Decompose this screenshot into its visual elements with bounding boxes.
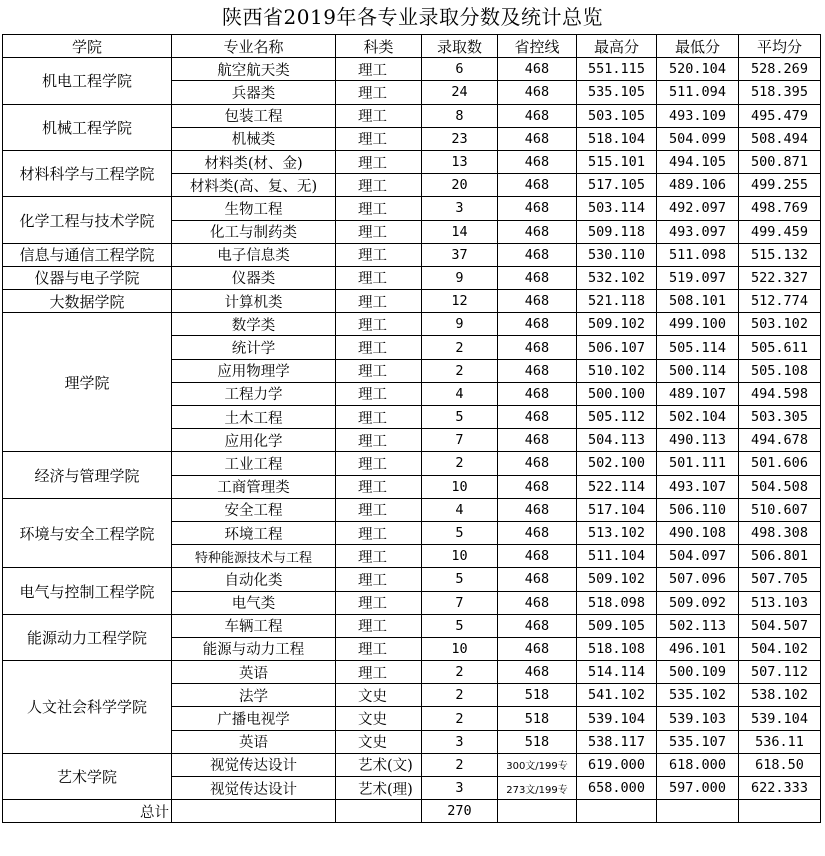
table-row: [3, 313, 821, 336]
admission-count: 7: [422, 429, 498, 452]
admission-count: 2: [422, 753, 498, 776]
table-row: [3, 452, 821, 475]
avg-score: 500.871: [739, 150, 821, 173]
min-score: 500.114: [657, 359, 739, 382]
table-row: [3, 197, 821, 220]
table-row: [3, 498, 821, 521]
page-title: 陕西省2019年各专业录取分数及统计总览: [222, 5, 603, 29]
min-score: 618.000: [657, 753, 739, 776]
major-name: 英语: [172, 730, 336, 753]
avg-score: 506.801: [739, 545, 821, 568]
subject-type: 理工: [336, 545, 422, 568]
max-score: 539.104: [577, 707, 657, 730]
avg-score: 494.598: [739, 382, 821, 405]
max-score: 658.000: [577, 777, 657, 800]
max-score: 518.104: [577, 127, 657, 150]
max-score: 538.117: [577, 730, 657, 753]
subject-type: 理工: [336, 243, 422, 266]
major-name: 法学: [172, 684, 336, 707]
max-score: 503.114: [577, 197, 657, 220]
table-row: [3, 58, 821, 81]
min-score: 509.092: [657, 591, 739, 614]
max-score: 522.114: [577, 475, 657, 498]
total-count: 270: [422, 800, 498, 823]
min-score: 499.100: [657, 313, 739, 336]
admission-count: 12: [422, 290, 498, 313]
control-line: 468: [498, 568, 577, 591]
admission-count: 2: [422, 661, 498, 684]
avg-score: 507.705: [739, 568, 821, 591]
major-name: 自动化类: [172, 568, 336, 591]
major-name: 广播电视学: [172, 707, 336, 730]
header-control-line: 省控线: [498, 35, 577, 58]
subject-type: 理工: [336, 290, 422, 313]
admission-count: 10: [422, 545, 498, 568]
max-score: 504.113: [577, 429, 657, 452]
avg-score: 503.305: [739, 406, 821, 429]
min-score: 493.109: [657, 104, 739, 127]
college-name: 机电工程学院: [3, 58, 172, 104]
control-line: 468: [498, 127, 577, 150]
college-name: 机械工程学院: [3, 104, 172, 150]
college-name: 大数据学院: [3, 290, 172, 313]
avg-score: 622.333: [739, 777, 821, 800]
avg-score: 507.112: [739, 661, 821, 684]
max-score: 503.105: [577, 104, 657, 127]
min-score: 506.110: [657, 498, 739, 521]
min-score: 493.097: [657, 220, 739, 243]
major-name: 土木工程: [172, 406, 336, 429]
max-score: 506.107: [577, 336, 657, 359]
admission-count: 9: [422, 266, 498, 289]
min-score: 511.094: [657, 81, 739, 104]
max-score: 518.108: [577, 637, 657, 660]
table-row: [3, 104, 821, 127]
major-name: 材料类(高、复、无): [172, 174, 336, 197]
avg-score: 505.611: [739, 336, 821, 359]
min-score: 490.113: [657, 429, 739, 452]
max-score: 535.105: [577, 81, 657, 104]
max-score: 502.100: [577, 452, 657, 475]
control-line: 468: [498, 406, 577, 429]
min-score: 535.107: [657, 730, 739, 753]
control-line: 468: [498, 197, 577, 220]
min-score: 494.105: [657, 150, 739, 173]
total-empty: [577, 800, 657, 823]
control-line: 468: [498, 58, 577, 81]
avg-score: 499.255: [739, 174, 821, 197]
table-row: [3, 290, 821, 313]
max-score: 511.104: [577, 545, 657, 568]
subject-type: 理工: [336, 614, 422, 637]
min-score: 492.097: [657, 197, 739, 220]
control-line: 273文/199专: [498, 777, 577, 800]
avg-score: 508.494: [739, 127, 821, 150]
table-row: [3, 266, 821, 289]
avg-score: 539.104: [739, 707, 821, 730]
max-score: 530.110: [577, 243, 657, 266]
admission-count: 14: [422, 220, 498, 243]
control-line: 468: [498, 359, 577, 382]
college-name: 材料科学与工程学院: [3, 150, 172, 196]
avg-score: 494.678: [739, 429, 821, 452]
college-name: 理学院: [3, 313, 172, 452]
major-name: 计算机类: [172, 290, 336, 313]
total-row: [3, 800, 821, 823]
subject-type: 理工: [336, 336, 422, 359]
avg-score: 498.308: [739, 521, 821, 544]
control-line: 468: [498, 661, 577, 684]
control-line: 468: [498, 637, 577, 660]
control-line: 468: [498, 475, 577, 498]
min-score: 597.000: [657, 777, 739, 800]
subject-type: 艺术(理): [336, 777, 422, 800]
max-score: 509.102: [577, 313, 657, 336]
min-score: 504.097: [657, 545, 739, 568]
control-line: 468: [498, 336, 577, 359]
subject-type: 理工: [336, 568, 422, 591]
max-score: 532.102: [577, 266, 657, 289]
max-score: 509.105: [577, 614, 657, 637]
subject-type: 理工: [336, 313, 422, 336]
min-score: 502.113: [657, 614, 739, 637]
max-score: 517.104: [577, 498, 657, 521]
avg-score: 536.11: [739, 730, 821, 753]
max-score: 509.102: [577, 568, 657, 591]
subject-type: 理工: [336, 591, 422, 614]
control-line: 518: [498, 707, 577, 730]
total-empty: [739, 800, 821, 823]
admission-count: 6: [422, 58, 498, 81]
major-name: 材料类(材、金): [172, 150, 336, 173]
total-empty: [336, 800, 422, 823]
avg-score: 498.769: [739, 197, 821, 220]
table-row: [3, 753, 821, 776]
major-name: 安全工程: [172, 498, 336, 521]
admission-count: 3: [422, 730, 498, 753]
subject-type: 文史: [336, 684, 422, 707]
avg-score: 522.327: [739, 266, 821, 289]
control-line: 468: [498, 150, 577, 173]
min-score: 489.106: [657, 174, 739, 197]
major-name: 化工与制药类: [172, 220, 336, 243]
subject-type: 理工: [336, 521, 422, 544]
header-max: 最高分: [577, 35, 657, 58]
control-line: 468: [498, 174, 577, 197]
college-name: 艺术学院: [3, 753, 172, 799]
subject-type: 理工: [336, 81, 422, 104]
major-name: 电气类: [172, 591, 336, 614]
avg-score: 504.507: [739, 614, 821, 637]
subject-type: 理工: [336, 220, 422, 243]
control-line: 468: [498, 498, 577, 521]
control-line: 468: [498, 614, 577, 637]
subject-type: 理工: [336, 661, 422, 684]
admission-count: 2: [422, 359, 498, 382]
min-score: 535.102: [657, 684, 739, 707]
admission-count: 24: [422, 81, 498, 104]
admission-score-table: [2, 34, 821, 823]
control-line: 468: [498, 382, 577, 405]
subject-type: 理工: [336, 58, 422, 81]
subject-type: 理工: [336, 637, 422, 660]
college-name: 电气与控制工程学院: [3, 568, 172, 614]
min-score: 500.109: [657, 661, 739, 684]
control-line: 300文/199专: [498, 753, 577, 776]
max-score: 541.102: [577, 684, 657, 707]
subject-type: 理工: [336, 498, 422, 521]
major-name: 仪器类: [172, 266, 336, 289]
admission-count: 4: [422, 382, 498, 405]
major-name: 航空航天类: [172, 58, 336, 81]
min-score: 501.111: [657, 452, 739, 475]
college-name: 信息与通信工程学院: [3, 243, 172, 266]
min-score: 519.097: [657, 266, 739, 289]
control-line: 468: [498, 290, 577, 313]
admission-count: 9: [422, 313, 498, 336]
subject-type: 理工: [336, 406, 422, 429]
subject-type: 理工: [336, 382, 422, 405]
admission-count: 5: [422, 614, 498, 637]
avg-score: 499.459: [739, 220, 821, 243]
avg-score: 515.132: [739, 243, 821, 266]
subject-type: 理工: [336, 475, 422, 498]
max-score: 551.115: [577, 58, 657, 81]
control-line: 518: [498, 684, 577, 707]
max-score: 513.102: [577, 521, 657, 544]
major-name: 工商管理类: [172, 475, 336, 498]
admission-count: 10: [422, 637, 498, 660]
total-empty: [657, 800, 739, 823]
table-header-row: [3, 35, 821, 58]
admission-count: 5: [422, 521, 498, 544]
admission-count: 20: [422, 174, 498, 197]
min-score: 507.096: [657, 568, 739, 591]
max-score: 509.118: [577, 220, 657, 243]
control-line: 468: [498, 429, 577, 452]
control-line: 468: [498, 220, 577, 243]
major-name: 工程力学: [172, 382, 336, 405]
avg-score: 513.103: [739, 591, 821, 614]
admission-count: 5: [422, 406, 498, 429]
max-score: 514.114: [577, 661, 657, 684]
college-name: 化学工程与技术学院: [3, 197, 172, 243]
admission-count: 3: [422, 777, 498, 800]
min-score: 490.108: [657, 521, 739, 544]
major-name: 应用化学: [172, 429, 336, 452]
college-name: 能源动力工程学院: [3, 614, 172, 660]
major-name: 环境工程: [172, 521, 336, 544]
college-name: 仪器与电子学院: [3, 266, 172, 289]
avg-score: 510.607: [739, 498, 821, 521]
college-name: 环境与安全工程学院: [3, 498, 172, 568]
major-name: 机械类: [172, 127, 336, 150]
min-score: 489.107: [657, 382, 739, 405]
avg-score: 503.102: [739, 313, 821, 336]
control-line: 468: [498, 452, 577, 475]
min-score: 508.101: [657, 290, 739, 313]
max-score: 505.112: [577, 406, 657, 429]
avg-score: 528.269: [739, 58, 821, 81]
table-row: [3, 614, 821, 637]
college-name: 经济与管理学院: [3, 452, 172, 498]
admission-count: 2: [422, 452, 498, 475]
major-name: 生物工程: [172, 197, 336, 220]
college-name: 人文社会科学学院: [3, 661, 172, 754]
admission-count: 8: [422, 104, 498, 127]
major-name: 数学类: [172, 313, 336, 336]
table-row: [3, 661, 821, 684]
major-name: 包装工程: [172, 104, 336, 127]
admission-count: 2: [422, 707, 498, 730]
major-name: 英语: [172, 661, 336, 684]
max-score: 515.101: [577, 150, 657, 173]
min-score: 493.107: [657, 475, 739, 498]
major-name: 能源与动力工程: [172, 637, 336, 660]
max-score: 521.118: [577, 290, 657, 313]
header-min: 最低分: [657, 35, 739, 58]
admission-count: 5: [422, 568, 498, 591]
max-score: 500.100: [577, 382, 657, 405]
table-row: [3, 243, 821, 266]
subject-type: 理工: [336, 452, 422, 475]
major-name: 特种能源技术与工程: [172, 545, 336, 568]
control-line: 468: [498, 243, 577, 266]
min-score: 504.099: [657, 127, 739, 150]
admission-count: 37: [422, 243, 498, 266]
major-name: 工业工程: [172, 452, 336, 475]
control-line: 468: [498, 545, 577, 568]
major-name: 电子信息类: [172, 243, 336, 266]
admission-count: 4: [422, 498, 498, 521]
avg-score: 518.395: [739, 81, 821, 104]
major-name: 视觉传达设计: [172, 777, 336, 800]
min-score: 496.101: [657, 637, 739, 660]
avg-score: 504.102: [739, 637, 821, 660]
admission-count: 23: [422, 127, 498, 150]
subject-type: 理工: [336, 197, 422, 220]
min-score: 511.098: [657, 243, 739, 266]
admission-count: 13: [422, 150, 498, 173]
subject-type: 文史: [336, 707, 422, 730]
max-score: 510.102: [577, 359, 657, 382]
control-line: 468: [498, 521, 577, 544]
table-body: [3, 58, 821, 800]
admission-count: 2: [422, 684, 498, 707]
table-row: [3, 150, 821, 173]
min-score: 505.114: [657, 336, 739, 359]
total-spacer: [172, 800, 336, 823]
subject-type: 理工: [336, 150, 422, 173]
avg-score: 505.108: [739, 359, 821, 382]
max-score: 517.105: [577, 174, 657, 197]
control-line: 468: [498, 313, 577, 336]
control-line: 518: [498, 730, 577, 753]
major-name: 车辆工程: [172, 614, 336, 637]
avg-score: 538.102: [739, 684, 821, 707]
header-avg: 平均分: [739, 35, 821, 58]
admission-count: 7: [422, 591, 498, 614]
subject-type: 理工: [336, 429, 422, 452]
total-label: 总计: [3, 800, 172, 823]
total-empty: [498, 800, 577, 823]
control-line: 468: [498, 81, 577, 104]
subject-type: 理工: [336, 266, 422, 289]
max-score: 518.098: [577, 591, 657, 614]
table-row: [3, 568, 821, 591]
subject-type: 理工: [336, 359, 422, 382]
major-name: 视觉传达设计: [172, 753, 336, 776]
control-line: 468: [498, 104, 577, 127]
avg-score: 618.50: [739, 753, 821, 776]
major-name: 兵器类: [172, 81, 336, 104]
avg-score: 504.508: [739, 475, 821, 498]
admission-count: 2: [422, 336, 498, 359]
max-score: 619.000: [577, 753, 657, 776]
subject-type: 理工: [336, 104, 422, 127]
subject-type: 理工: [336, 174, 422, 197]
min-score: 539.103: [657, 707, 739, 730]
avg-score: 512.774: [739, 290, 821, 313]
header-count: 录取数: [422, 35, 498, 58]
min-score: 502.104: [657, 406, 739, 429]
major-name: 统计学: [172, 336, 336, 359]
admission-count: 10: [422, 475, 498, 498]
header-major: 专业名称: [172, 35, 336, 58]
subject-type: 文史: [336, 730, 422, 753]
avg-score: 495.479: [739, 104, 821, 127]
min-score: 520.104: [657, 58, 739, 81]
control-line: 468: [498, 266, 577, 289]
subject-type: 理工: [336, 127, 422, 150]
admission-count: 3: [422, 197, 498, 220]
control-line: 468: [498, 591, 577, 614]
subject-type: 艺术(文): [336, 753, 422, 776]
header-college: 学院: [3, 35, 172, 58]
header-type: 科类: [336, 35, 422, 58]
major-name: 应用物理学: [172, 359, 336, 382]
avg-score: 501.606: [739, 452, 821, 475]
